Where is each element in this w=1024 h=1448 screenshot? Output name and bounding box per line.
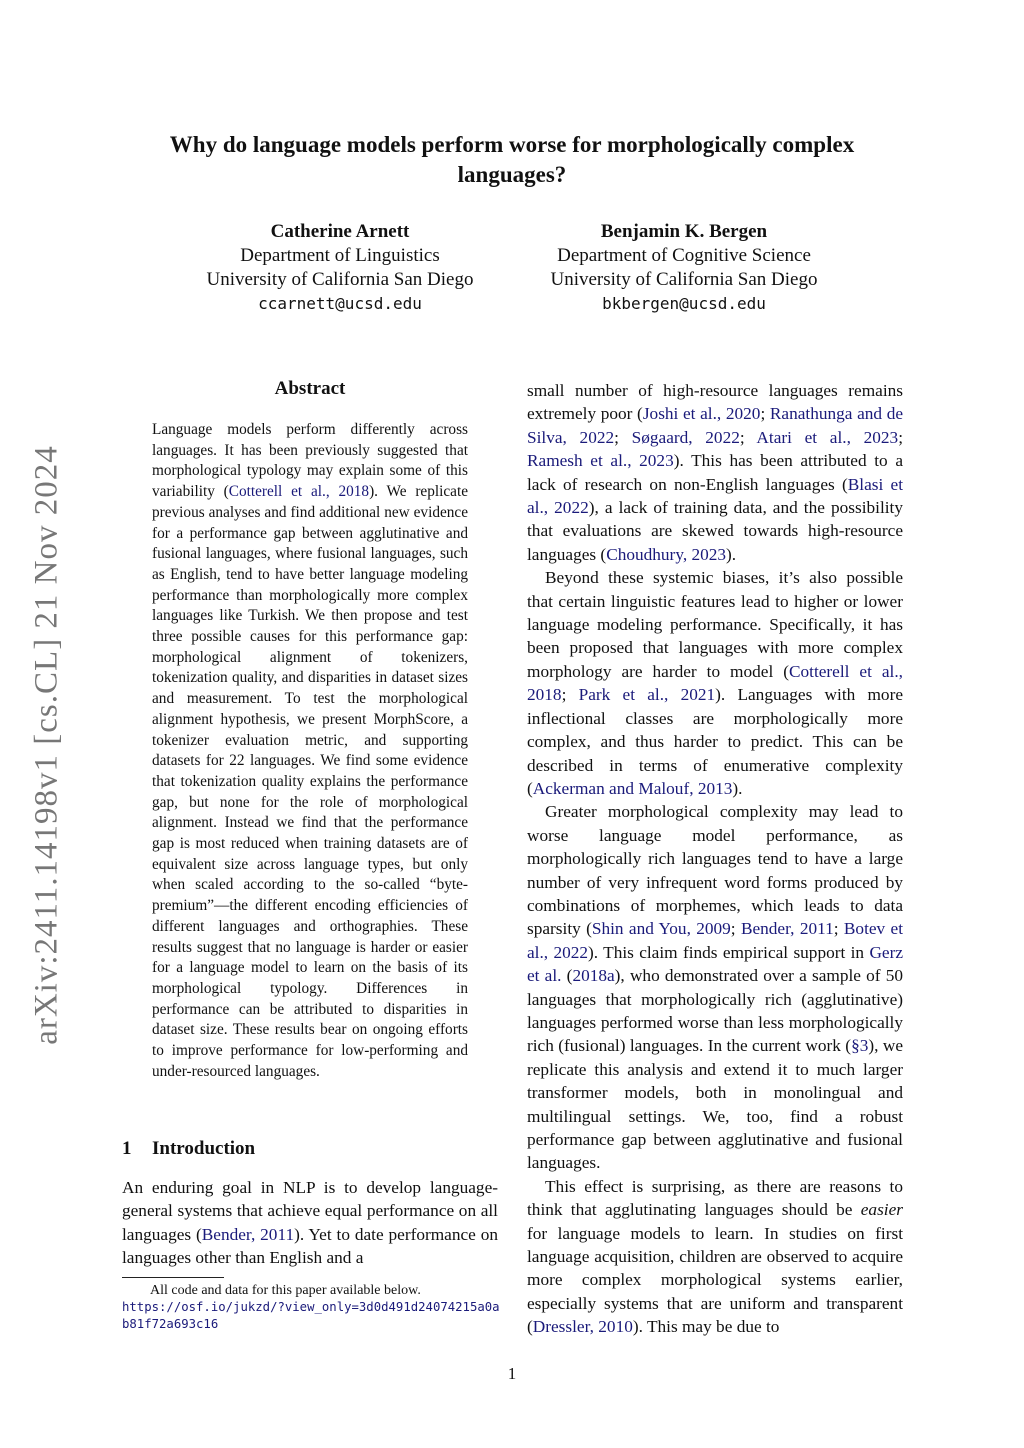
body-text: Beyond these systemic biases, it’s also possible that certain linguistic features lead to higher or lower language modeling performance. Specifically, it has been proposed that languages with more complex morphology are harder to model ( <box>527 568 903 681</box>
body-text: ( <box>561 966 573 986</box>
body-text: Greater morphological complexity may lead to worse language model performance, as morphologically rich languages tend to have a large number of very infrequent word forms produced by combinations of morphemes, which leads to data sparsity ( <box>527 802 903 939</box>
section-reference-link[interactable]: §3 <box>851 1036 869 1056</box>
body-text: small number of high-resource languages remains extremely poor ( <box>527 381 903 424</box>
citation-link[interactable]: Søgaard, 2022 <box>631 427 740 447</box>
section-heading <box>122 1138 255 1160</box>
abstract-heading: Abstract <box>274 378 346 399</box>
separator: ; <box>898 427 904 447</box>
paper-title: Why do language models perform worse for morphologically complex languages? <box>169 132 855 187</box>
paragraph <box>527 800 903 1175</box>
body-text: ). This has been attributed to a lack of research on non-English languages ( <box>527 451 903 494</box>
footnote-text: All code and data for this paper available below. <box>150 1283 421 1298</box>
author-department: Department of Cognitive Science <box>557 245 811 266</box>
author-department: Department of Linguistics <box>240 245 440 266</box>
citation-link[interactable]: Bender, 2011 <box>740 919 834 939</box>
citation-link[interactable]: Ackerman and Malouf, 2013 <box>532 778 733 798</box>
abstract-text-part: ). We replicate previous analyses and find additional new evidence for a performance gap between agglutinative and fusional languages, where fusional languages, such as English, tend to have better language modeling performance than morphologically more complex languages like Turkish. We then propose and test three possible causes for this performance gap: morphological alignment of tokenizers, tokenization quality, and disparities in dataset sizes and measurement. To test the morphological alignment hypothesis, we present MorphScore, a tokenizer evaluation metric, and supporting datasets for 22 languages. We find some evidence that tokenization quality explains the performance gap, but none for the role of morphological alignment. Instead we find that the performance gap is most reduced when training datasets are of equivalent size across language types, but only when scaled according to the so-called “byte-premium”—the different encoding efficiencies of different languages and orthographies. These results suggest that no language is harder or easier for a language model to learn on the basis of its morphological typology. Differences in performance can be attributed to disparities in dataset size. These results bear on ongoing efforts to improve performance for low-performing and under-resourced languages. <box>152 483 468 1080</box>
footnote-url-link[interactable]: https://osf.io/jukzd/?view_only=3d0d491d24074215a0ab81f72a693c16 <box>122 1300 500 1331</box>
citation-link[interactable]: Choudhury, 2023 <box>606 544 727 564</box>
citation-link[interactable]: Botev et al., 2022 <box>527 919 903 962</box>
citation-link[interactable]: Dressler, 2010 <box>532 1317 633 1337</box>
author-block-1 <box>150 220 530 316</box>
body-text: This effect is surprising, as there are reasons to think that agglutinating languages should be <box>527 1176 903 1220</box>
paragraph <box>527 566 903 800</box>
body-text: ). This claim finds empirical support in <box>588 942 870 962</box>
separator: ; <box>730 919 741 939</box>
author-email[interactable]: ccarnett@ucsd.edu <box>258 294 422 313</box>
separator: ; <box>614 427 632 447</box>
citation-link[interactable]: Gerz et al. <box>527 942 904 986</box>
abstract-text-part: Language models perform differently across languages. It has been previously suggested that morphological typology may explain some of this variability ( <box>152 421 468 501</box>
body-text: ). Yet to date performance on languages other than English and a <box>122 1224 498 1268</box>
citation-link[interactable]: Ramesh et al., 2023 <box>527 451 674 471</box>
separator: ; <box>760 404 770 424</box>
author-affiliation: University of California San Diego <box>206 269 474 290</box>
body-text: An enduring goal in NLP is to develop language-general systems that achieve equal performance on all languages ( <box>122 1178 498 1244</box>
separator: ; <box>833 919 844 939</box>
footnote-divider <box>122 1277 224 1278</box>
author-email[interactable]: bkbergen@ucsd.edu <box>602 294 766 313</box>
citation-link[interactable]: Joshi et al., 2020 <box>642 404 761 424</box>
body-text: ). This may be due to <box>632 1317 780 1337</box>
separator: ; <box>561 685 579 705</box>
body-text: for language models to learn. In studies on first language acquisition, children are observed to acquire more complex morphological systems earlier, especially systems that are uniform and transparent ( <box>527 1223 903 1337</box>
citation-link[interactable]: Cotterell et al., 2018 <box>527 661 903 705</box>
body-text: ), a lack of training data, and the possibility that evaluations are skewed towards high-resource languages ( <box>527 498 903 564</box>
section-title: Introduction <box>152 1138 256 1159</box>
intro-paragraph <box>122 1176 498 1270</box>
citation-link[interactable]: Bender, 2011 <box>201 1224 295 1244</box>
body-text: ). <box>732 778 743 798</box>
citation-link[interactable]: Atari et al., 2023 <box>756 427 899 447</box>
right-column <box>527 379 903 1339</box>
arxiv-identifier: arXiv:2411.14198v1 [cs.CL] 21 Nov 2024 <box>28 445 65 1045</box>
citation-link[interactable]: 2018a <box>572 966 615 986</box>
body-text: ). Languages with more inflectional classes are morphologically more complex, and thus harder to predict. This can be described in terms of enumerative complexity ( <box>527 685 904 798</box>
abstract-text <box>152 420 468 1083</box>
paragraph <box>527 379 903 566</box>
citation-link[interactable]: Ranathunga and de Silva, 2022 <box>527 404 904 447</box>
paragraph <box>527 1175 903 1339</box>
body-text: ). <box>726 544 737 564</box>
citation-link[interactable]: Cotterell et al., 2018 <box>228 483 370 501</box>
body-text: ), we replicate this analysis and extend it to much larger transformer models, both in monolingual and multilingual settings. We, too, find a robust performance gap between agglutinative and fusional languages. <box>527 1036 903 1173</box>
author-affiliation: University of California San Diego <box>550 269 818 290</box>
citation-link[interactable]: Shin and You, 2009 <box>591 919 731 939</box>
author-name: Benjamin K. Bergen <box>600 221 768 242</box>
author-name: Catherine Arnett <box>270 221 410 242</box>
footnote <box>122 1282 502 1333</box>
citation-link[interactable]: Park et al., 2021 <box>578 685 716 705</box>
citation-link[interactable]: Blasi et al., 2022 <box>527 474 903 518</box>
section-number: 1 <box>122 1138 132 1159</box>
separator: ; <box>739 427 757 447</box>
body-text: ), who demonstrated over a sample of 50 languages that morphologically rich (agglutinative) languages performed worse than less morphologically rich (fusional) languages. In the current work ( <box>527 966 904 1056</box>
author-block-2 <box>494 220 874 316</box>
page-number: 1 <box>507 1364 517 1383</box>
emphasis-text: easier <box>860 1200 903 1220</box>
